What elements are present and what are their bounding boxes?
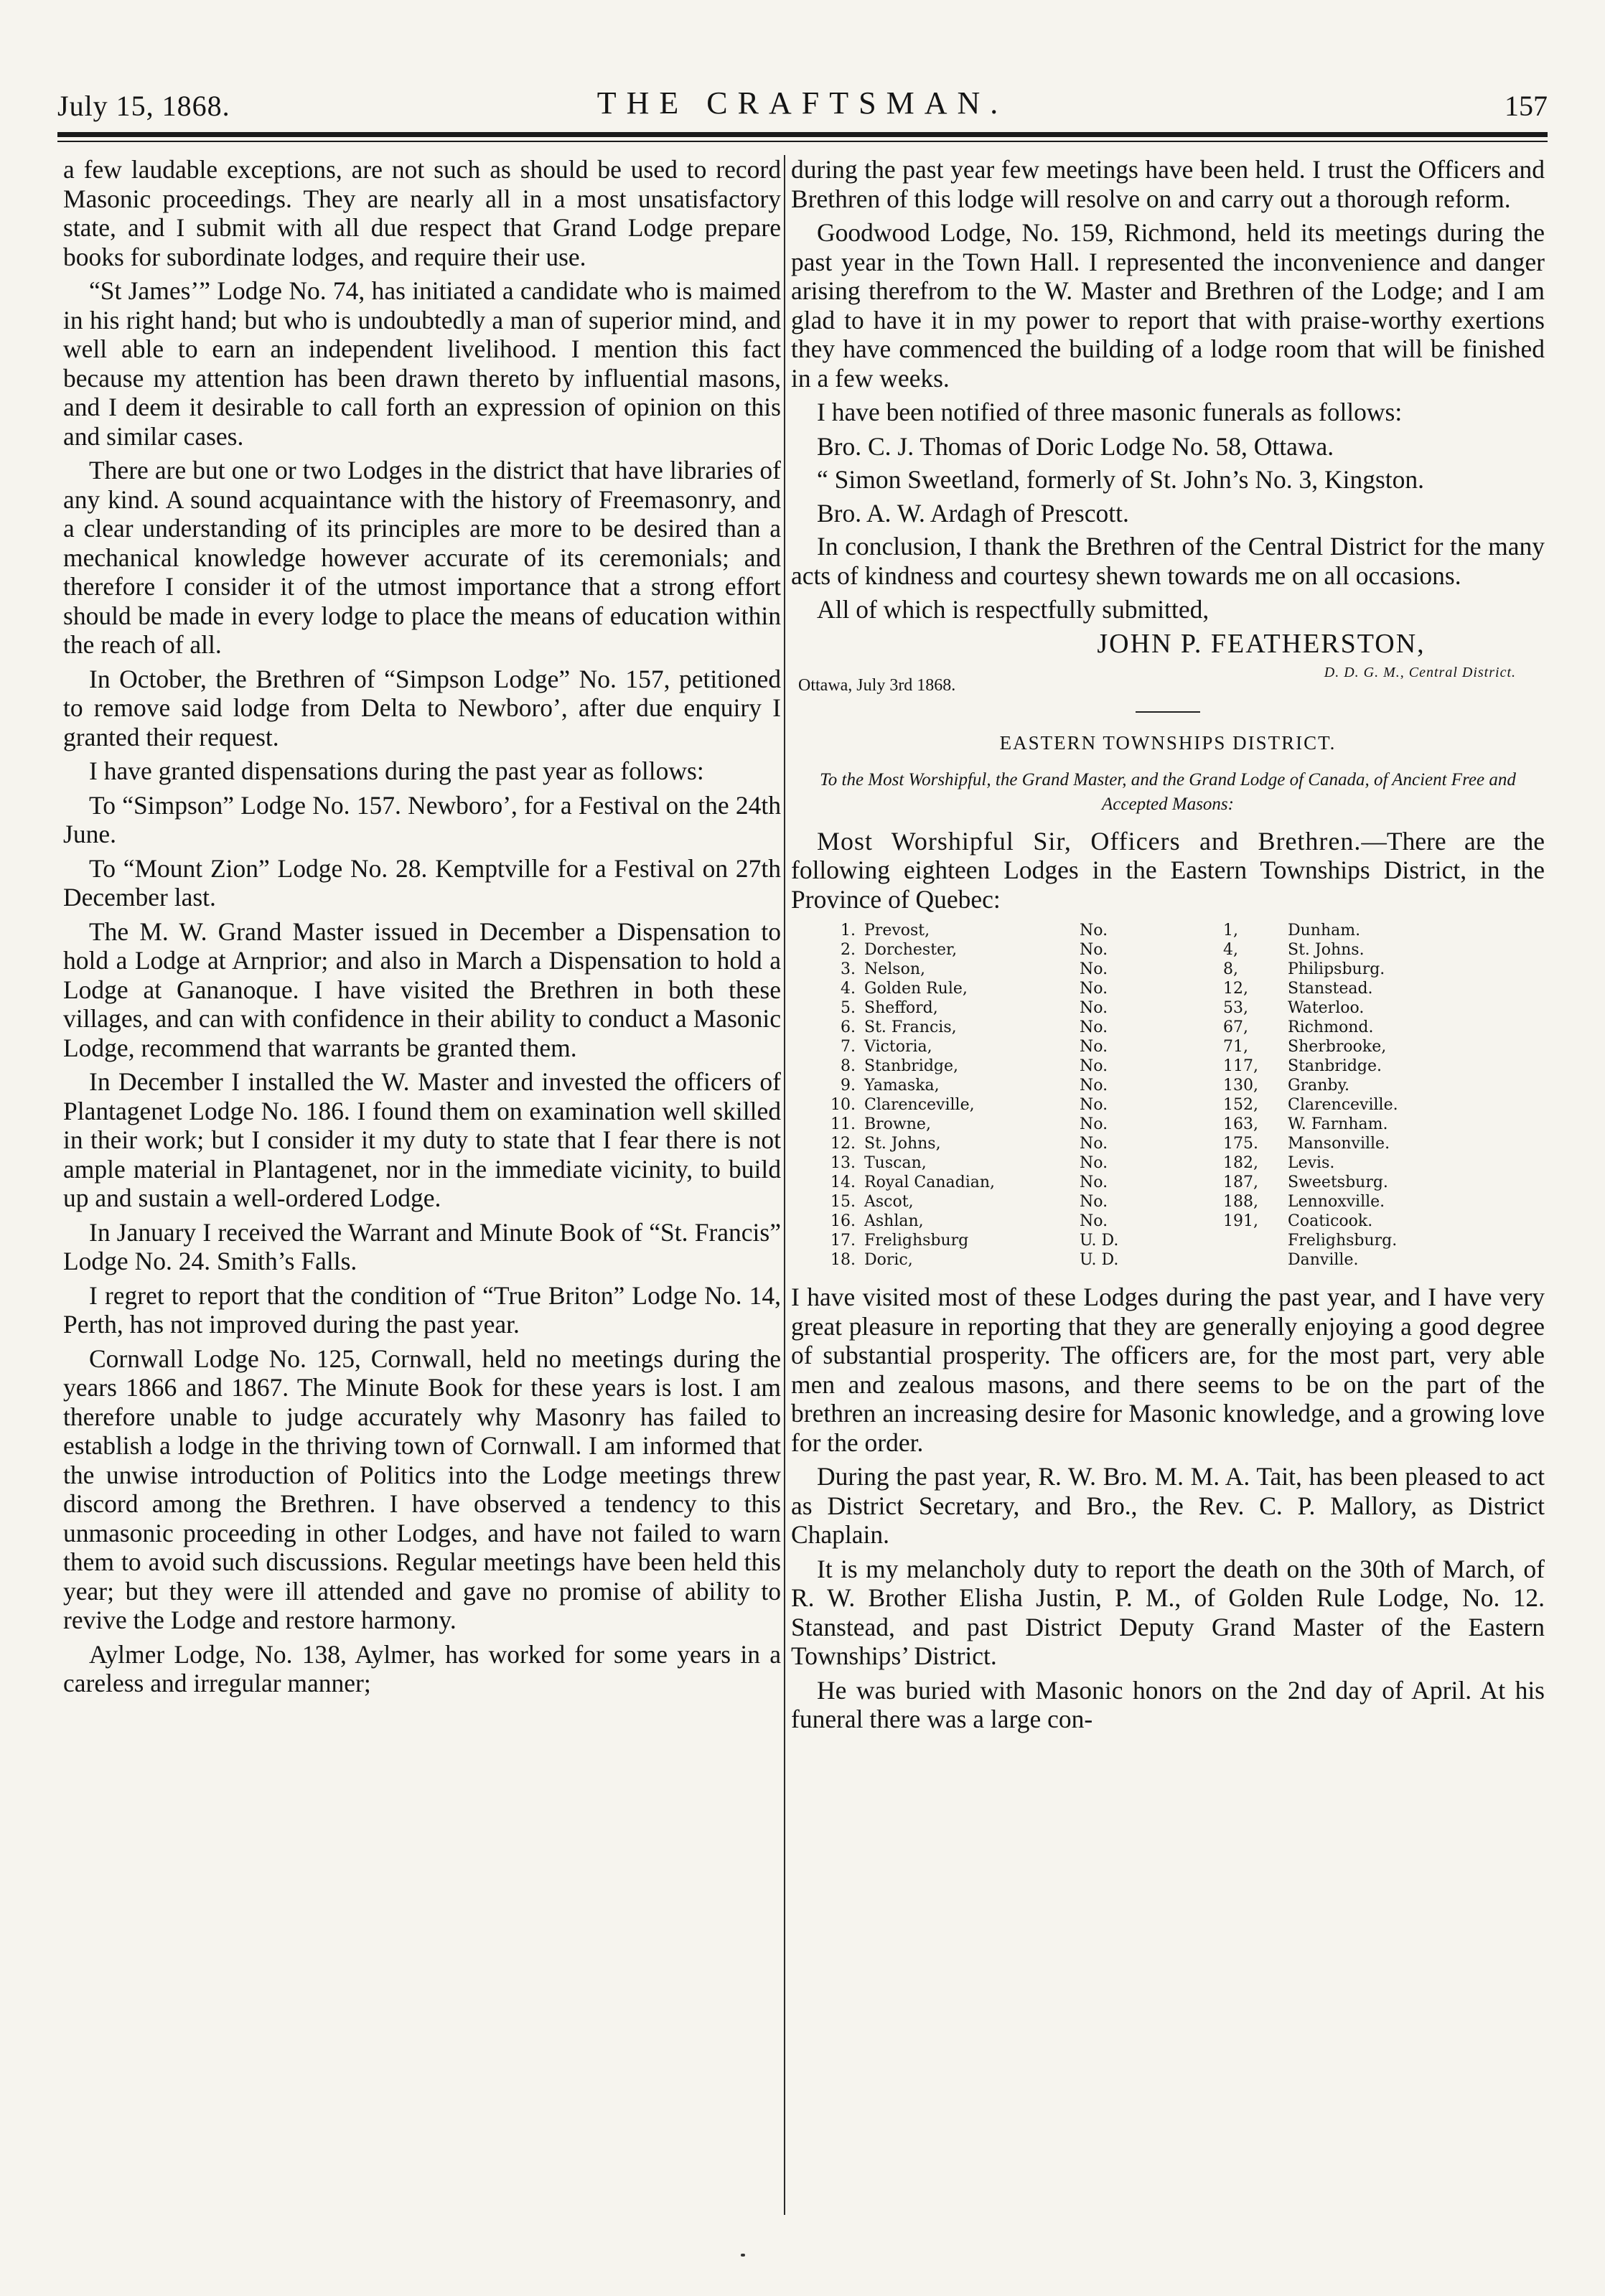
paragraph: In December I installed the W. Master and invested the officers of Plantagenet Lodge No. 186. I found them on examination well skilled in their work; but I consider it my duty to state that I fear there is not ample material in Plantagenet, nor in the immediate vicinity, to build up and sustain a well-ordered Lodge. [63, 1067, 781, 1212]
page-header [57, 78, 1548, 128]
lodge-number-value: 117, [1223, 1057, 1258, 1075]
lodge-number: No. [1080, 960, 1108, 978]
paragraph: To “Simpson” Lodge No. 157. Newboro’, for a Festival on the 24th June. [63, 790, 781, 848]
lodge-index: 11. [830, 1115, 856, 1133]
lodge-number-cell [1223, 1037, 1288, 1056]
page-number: 157 [1505, 90, 1548, 122]
lodge-number-cell [1223, 1250, 1288, 1270]
lodge-number-cell [1223, 1134, 1288, 1153]
lodge-number-cell [1223, 1231, 1288, 1250]
lodge-name: Shefford, [864, 999, 938, 1017]
paragraph: All of which is respectfully submitted, [817, 595, 1209, 624]
lodge-index: 14. [830, 1173, 856, 1191]
lodge-number-value: 8, [1223, 960, 1238, 978]
table-row [827, 921, 1398, 940]
lodge-index: 13. [830, 1154, 856, 1172]
lodge-number: U. D. [1080, 1232, 1119, 1250]
paragraph: “St James’” Lodge No. 74, has initiated a candidate who is maimed in his right hand; but who is undoubtedly a man of superior mind, and well able to earn an independent livelihood. I mention this fact because my attention has been drawn thereto by influential masons, and I deem it desirable to call forth an expression of opinion on this and similar cases. [63, 276, 781, 451]
lodge-number: No. [1080, 1135, 1108, 1153]
lodge-number-value: 1, [1223, 922, 1238, 940]
table-row [827, 1056, 1398, 1076]
lodge-number: No. [1080, 1193, 1108, 1211]
lodge-number: No. [1080, 941, 1108, 959]
lodge-place: Danville. [1288, 1251, 1359, 1269]
lodge-place: Stanbridge. [1288, 1057, 1382, 1075]
lodge-number-value: 188, [1223, 1193, 1258, 1211]
table-row [827, 1037, 1398, 1056]
paragraph: In October, the Brethren of “Simpson Lodge” No. 157, petitioned to remove said lodge from Delta to Newboro’, after due enquiry I granted their request. [63, 664, 781, 751]
lodge-number-cell [1223, 998, 1288, 1018]
lodge-list-table [827, 921, 1398, 1270]
lodge-number-value: 130, [1223, 1077, 1258, 1095]
lodge-name: St. Francis, [864, 1018, 957, 1036]
lodge-number-cell [1223, 1076, 1288, 1095]
lodge-name: St. Johns, [864, 1135, 941, 1153]
lodge-name: Prevost, [864, 922, 930, 940]
paragraph: During the past year, R. W. Bro. M. M. A. Tait, has been pleased to act as District Secretary, and Bro., the Rev. C. P. Mallory, as District Chaplain. [791, 1462, 1545, 1549]
lodge-number-cell [1223, 979, 1288, 998]
funeral-entry: Bro. C. J. Thomas of Doric Lodge No. 58, Ottawa. [817, 431, 1334, 461]
lodge-index: 10. [830, 1096, 856, 1114]
lodge-number-value: 4, [1223, 941, 1238, 959]
section-heading: EASTERN TOWNSHIPS DISTRICT. [999, 732, 1337, 754]
lodge-number: No. [1080, 1096, 1108, 1114]
paragraph: He was buried with Masonic honors on the 2nd day of April. At his funeral there was a large con- [791, 1675, 1545, 1733]
lodge-number-value: 175. [1223, 1135, 1258, 1153]
lodge-name: Doric, [864, 1251, 913, 1269]
paragraph: during the past year few meetings have been held. I trust the Officers and Brethren of this lodge will resolve on and carry out a thorough reform. [791, 155, 1545, 213]
lodge-place: Waterloo. [1288, 999, 1365, 1017]
table-row [827, 1018, 1398, 1037]
lodge-number: No. [1080, 1173, 1108, 1191]
lodge-place: Mansonville. [1288, 1135, 1390, 1153]
paragraph: I have granted dispensations during the past year as follows: [89, 756, 704, 785]
lodge-number-cell [1223, 1192, 1288, 1212]
signature-name: JOHN P. FEATHERSTON, [1097, 628, 1426, 659]
lodge-index: 5. [841, 999, 856, 1017]
lodge-place: Granby. [1288, 1077, 1349, 1095]
lodge-name: Ascot, [864, 1193, 914, 1211]
paragraph: I have visited most of these Lodges during the past year, and I have very great pleasure in reporting that they are generally enjoying a good degree of substantial prosperity. The officers are, for the most part, very able men and zealous masons, and there seems to be on the part of the brethren an increasing desire for Masonic knowledge, and a growing love for the order. [791, 1283, 1545, 1457]
lodge-index: 12. [830, 1135, 856, 1153]
paragraph: Goodwood Lodge, No. 159, Richmond, held its meetings during the past year in the Town Hall. I represented the inconvenience and danger arising therefrom to the W. Master and Brethren of the Lodge; and I am glad to have it in my power to report that with praise-worthy exertions they have commenced the building of a lodge room that will be finished in a few weeks. [791, 218, 1545, 393]
lodge-index: 4. [841, 980, 856, 998]
lodge-number-value: 191, [1223, 1212, 1258, 1230]
lodge-place: Stanstead. [1288, 980, 1373, 998]
lodge-number: No. [1080, 1077, 1108, 1095]
salutation-text: —There are the following eighteen Lodges in the Eastern Townships District, in the Province of Quebec: [791, 826, 1545, 914]
lodge-number: No. [1080, 1038, 1108, 1056]
lodge-place: Levis. [1288, 1154, 1335, 1172]
signature-title: D. D. G. M., Central District. [1324, 665, 1516, 680]
lodge-place: Dunham. [1288, 922, 1361, 940]
lodge-number: U. D. [1080, 1251, 1119, 1269]
lodge-name: Yamaska, [864, 1077, 940, 1095]
paragraph: I regret to report that the condition of “True Briton” Lodge No. 14, Perth, has not improved during the past year. [63, 1280, 781, 1339]
lodge-number-value: 187, [1223, 1173, 1258, 1191]
lodge-index: 17. [830, 1232, 856, 1250]
paragraph: In January I received the Warrant and Minute Book of “St. Francis” Lodge No. 24. Smith’s Falls. [63, 1217, 781, 1275]
lodge-index: 8. [841, 1057, 856, 1075]
paragraph: In conclusion, I thank the Brethren of the Central District for the many acts of kindness and courtesy shewn towards me on all occasions. [791, 532, 1545, 590]
paragraph: The M. W. Grand Master issued in December a Dispensation to hold a Lodge at Arnprior; and also in March a Dispensation to hold a Lodge at Gananoque. I have visited the Brethren in both these villages, and can with confidence in their ability to conduct a Masonic Lodge, recommend that warrants be granted them. [63, 917, 781, 1062]
lodge-number: No. [1080, 1212, 1108, 1230]
section-separator [1136, 711, 1200, 713]
lodge-number: No. [1080, 1154, 1108, 1172]
table-row [827, 1231, 1398, 1250]
lodge-number-cell [1223, 1115, 1288, 1134]
lodge-number-value: 152, [1223, 1096, 1258, 1114]
lodge-number-cell [1223, 1153, 1288, 1173]
lodge-number: No. [1080, 1057, 1108, 1075]
lodge-place: Sweetsburg. [1288, 1173, 1388, 1191]
lodge-name: Dorchester, [864, 941, 958, 959]
lodge-name: Tuscan, [864, 1154, 927, 1172]
table-row [827, 1095, 1398, 1115]
lodge-place: Coaticook. [1288, 1212, 1373, 1230]
lodge-name: Clarenceville, [864, 1096, 975, 1114]
lodge-index: 3. [841, 960, 856, 978]
lodge-number-cell [1223, 1212, 1288, 1231]
lodge-number-value: 182, [1223, 1154, 1258, 1172]
lodge-name: Ashlan, [864, 1212, 924, 1230]
paragraph: There are but one or two Lodges in the district that have libraries of any kind. A sound acquaintance with the history of Freemasonry, and a clear understanding of its principles are more to be desired than a mechanical knowledge however accurate of its ceremonials; and therefore I consider it of the utmost importance that a strong effort should be made in every lodge to place the means of education within the reach of all. [63, 456, 781, 659]
lodge-place: Lennoxville. [1288, 1193, 1385, 1211]
lodge-place: St. Johns. [1288, 941, 1365, 959]
lodge-number: No. [1080, 999, 1108, 1017]
header-rule-thin [57, 141, 1548, 142]
lodge-name: Nelson, [864, 960, 926, 978]
table-row [827, 1212, 1398, 1231]
lodge-number-value: 67, [1223, 1018, 1248, 1036]
lodge-name: Stanbridge, [864, 1057, 959, 1075]
table-row [827, 1192, 1398, 1212]
lodge-index: 9. [841, 1077, 856, 1095]
table-row [827, 1250, 1398, 1270]
table-row [827, 960, 1398, 979]
table-row [827, 1076, 1398, 1095]
funeral-entry: “ Simon Sweetland, formerly of St. John’s No. 3, Kingston. [817, 465, 1425, 494]
lodge-number-value: 71, [1223, 1038, 1248, 1056]
lodge-index: 18. [830, 1251, 856, 1269]
lodge-place: Sherbrooke, [1288, 1038, 1387, 1056]
paragraph: Aylmer Lodge, No. 138, Aylmer, has worked for some years in a careless and irregular manner; [63, 1639, 781, 1697]
lodge-number-cell [1223, 921, 1288, 940]
issue-date: July 15, 1868. [57, 90, 230, 122]
table-row [827, 1153, 1398, 1173]
salutation [791, 827, 1545, 914]
lodge-name: Victoria, [864, 1038, 932, 1056]
lodge-name: Royal Canadian, [864, 1173, 996, 1191]
table-row [827, 979, 1398, 998]
lodge-number-value: 163, [1223, 1115, 1258, 1133]
lodge-number: No. [1080, 1018, 1108, 1036]
lodge-index: 1. [841, 922, 856, 940]
lodge-number-value: 53, [1223, 999, 1248, 1017]
table-row [827, 998, 1398, 1018]
paragraph: To “Mount Zion” Lodge No. 28. Kemptville for a Festival on 27th December last. [63, 853, 781, 912]
lodge-index: 7. [841, 1038, 856, 1056]
paragraph: It is my melancholy duty to report the death on the 30th of March, of R. W. Brother Elisha Justin, P. M., of Golden Rule Lodge, No. 12. Stanstead, and past District Deputy Grand Master of the Eastern Townships’ District. [791, 1554, 1545, 1670]
ink-speck [741, 2254, 745, 2257]
signature-block [791, 658, 1545, 701]
paragraph: a few laudable exceptions, are not such as should be used to record Masonic proceedings. They are nearly all in a most unsatisfactory state, and I submit with all due respect that Grand Lodge prepare books for subordinate lodges, and require their use. [63, 155, 781, 271]
signature-place-date: Ottawa, July 3rd 1868. [798, 676, 956, 695]
lodge-number-cell [1223, 1173, 1288, 1192]
lodge-place: Richmond. [1288, 1018, 1374, 1036]
lodge-name: Frelighsburg [864, 1232, 969, 1250]
paragraph: I have been notified of three masonic funerals as follows: [817, 398, 1403, 426]
table-row [827, 1134, 1398, 1153]
lodge-index: 2. [841, 941, 856, 959]
publication-title: THE CRAFTSMAN. [596, 85, 1009, 121]
salutation-caps: Most Worshipful Sir, Officers and Brethren. [817, 826, 1362, 856]
lodge-name: Browne, [864, 1115, 931, 1133]
table-row [827, 1173, 1398, 1192]
lodge-index: 15. [830, 1193, 856, 1211]
table-row [827, 1115, 1398, 1134]
lodge-number-value: 12, [1223, 980, 1248, 998]
lodge-number-cell [1223, 940, 1288, 960]
lodge-number-cell [1223, 1018, 1288, 1037]
lodge-index: 6. [841, 1018, 856, 1036]
header-rule-thick [57, 132, 1548, 137]
lodge-index: 16. [830, 1212, 856, 1230]
lodge-place: Clarenceville. [1288, 1096, 1398, 1114]
lodge-number-cell [1223, 1056, 1288, 1076]
table-row [827, 940, 1398, 960]
lodge-number-cell [1223, 960, 1288, 979]
lodge-name: Golden Rule, [864, 980, 968, 998]
lodge-number: No. [1080, 980, 1108, 998]
address-line: To the Most Worshipful, the Grand Master, and the Grand Lodge of Canada, of Ancient Free and Accepted Masons: [820, 769, 1516, 814]
lodge-place: W. Farnham. [1288, 1115, 1388, 1133]
left-column [63, 155, 781, 1703]
lodge-number: No. [1080, 1115, 1108, 1133]
lodge-place: Philipsburg. [1288, 960, 1385, 978]
lodge-number-cell [1223, 1095, 1288, 1115]
funeral-entry: Bro. A. W. Ardagh of Prescott. [817, 498, 1129, 528]
column-divider [784, 155, 785, 2215]
lodge-number: No. [1080, 922, 1108, 940]
right-column [791, 155, 1545, 1739]
paragraph: Cornwall Lodge No. 125, Cornwall, held no meetings during the years 1866 and 1867. The Minute Book for these years is lost. I am therefore unable to judge accurately why Masonry has failed to establish a lodge in the thriving town of Cornwall. I am informed that the unwise introduction of Politics into the Lodge meetings threw discord among the Brethren. I have observed a tendency to this unmasonic proceeding in other Lodges, and have not failed to warn them to avoid such discussions. Regular meetings have been held this year; but they were ill attended and gave no promise of ability to revive the Lodge and restore harmony. [63, 1344, 781, 1634]
lodge-place: Frelighsburg. [1288, 1232, 1398, 1250]
